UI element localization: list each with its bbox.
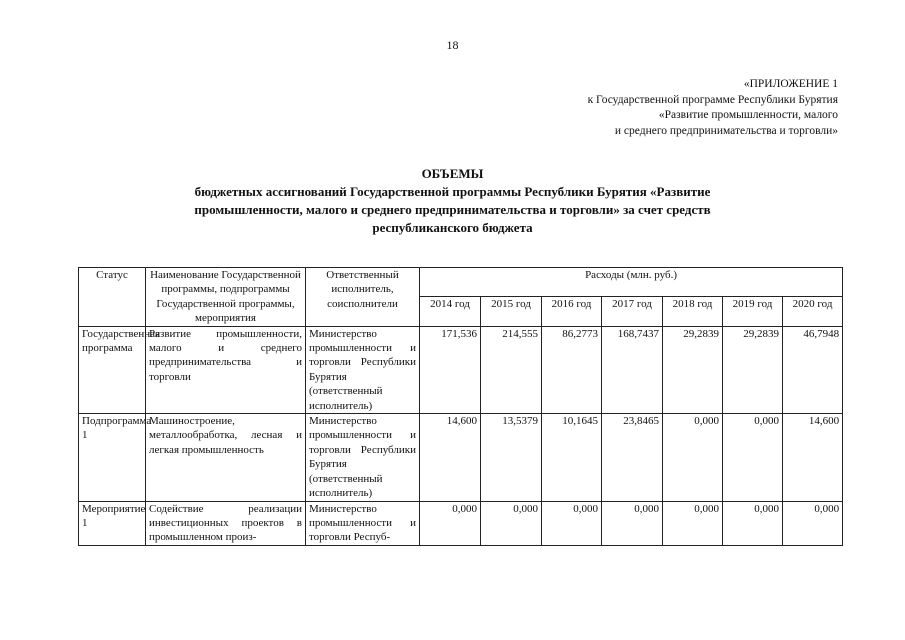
row-value: 0,000 [723, 414, 783, 501]
table-row [79, 501, 843, 545]
header-year: 2016 год [542, 297, 602, 326]
row-value: 14,600 [783, 414, 843, 501]
row-responsible: Министерство промышленности и торговли Республики Бурятия (ответственный исполнитель) [306, 326, 420, 413]
row-value: 13,5379 [481, 414, 542, 501]
title-heading: ОБЪЕМЫ [421, 166, 484, 181]
header-year: 2019 год [723, 297, 783, 326]
appendix-block [588, 77, 838, 139]
row-value: 171,536 [420, 326, 481, 413]
row-value: 14,600 [420, 414, 481, 501]
row-value: 0,000 [481, 501, 542, 545]
header-year: 2020 год [783, 297, 843, 326]
header-responsible: Ответственный исполнитель, соисполнители [306, 268, 420, 327]
row-status: Мероприятие 1 [79, 501, 146, 545]
budget-table [78, 267, 843, 546]
header-name: Наименование Государственной программы, подпрограммы Государственной программы, мероприятия [146, 268, 306, 327]
appendix-line: «Развитие промышленности, малого [658, 109, 838, 121]
header-expenses: Расходы (млн. руб.) [420, 268, 843, 297]
title-line: промышленности, малого и среднего предпринимательства и торговли» за счет средств [194, 202, 711, 217]
row-value: 0,000 [663, 414, 723, 501]
row-value: 0,000 [420, 501, 481, 545]
row-responsible: Министерство промышленности и торговли Республики Бурятия (ответственный исполнитель) [306, 414, 420, 501]
title-line: республиканского бюджета [372, 220, 533, 235]
row-value: 0,000 [783, 501, 843, 545]
row-responsible: Министерство промышленности и торговли Респуб- [306, 501, 420, 545]
row-value: 0,000 [602, 501, 663, 545]
row-name: Машиностроение, металлообработка, лесная и легкая промышленность [146, 414, 306, 501]
row-value: 0,000 [542, 501, 602, 545]
title-line: бюджетных ассигнований Государственной программы Республики Бурятия «Развитие [194, 184, 711, 199]
page-number: 18 [446, 38, 459, 52]
row-value: 46,7948 [783, 326, 843, 413]
row-value: 23,8465 [602, 414, 663, 501]
row-value: 214,555 [481, 326, 542, 413]
row-value: 29,2839 [723, 326, 783, 413]
row-value: 86,2773 [542, 326, 602, 413]
header-year: 2018 год [663, 297, 723, 326]
row-value: 168,7437 [602, 326, 663, 413]
row-status: Государственная программа [79, 326, 146, 413]
row-name: Развитие промышленности, малого и среднего предпринимательства и торговли [146, 326, 306, 413]
row-value: 0,000 [663, 501, 723, 545]
row-status: Подпрограмма 1 [79, 414, 146, 501]
appendix-line: «ПРИЛОЖЕНИЕ 1 [743, 78, 838, 90]
appendix-line: и среднего предпринимательства и торговли» [614, 124, 838, 137]
header-year: 2015 год [481, 297, 542, 326]
document-title [100, 165, 805, 237]
header-year: 2017 год [602, 297, 663, 326]
table-row [79, 414, 843, 501]
header-status: Статус [79, 268, 146, 327]
table-row [79, 326, 843, 413]
row-name: Содействие реализации инвестиционных проектов в промышленном произ- [146, 501, 306, 545]
row-value: 0,000 [723, 501, 783, 545]
row-value: 29,2839 [663, 326, 723, 413]
header-year: 2014 год [420, 297, 481, 326]
row-value: 10,1645 [542, 414, 602, 501]
appendix-line: к Государственной программе Республики Бурятия [587, 93, 838, 106]
